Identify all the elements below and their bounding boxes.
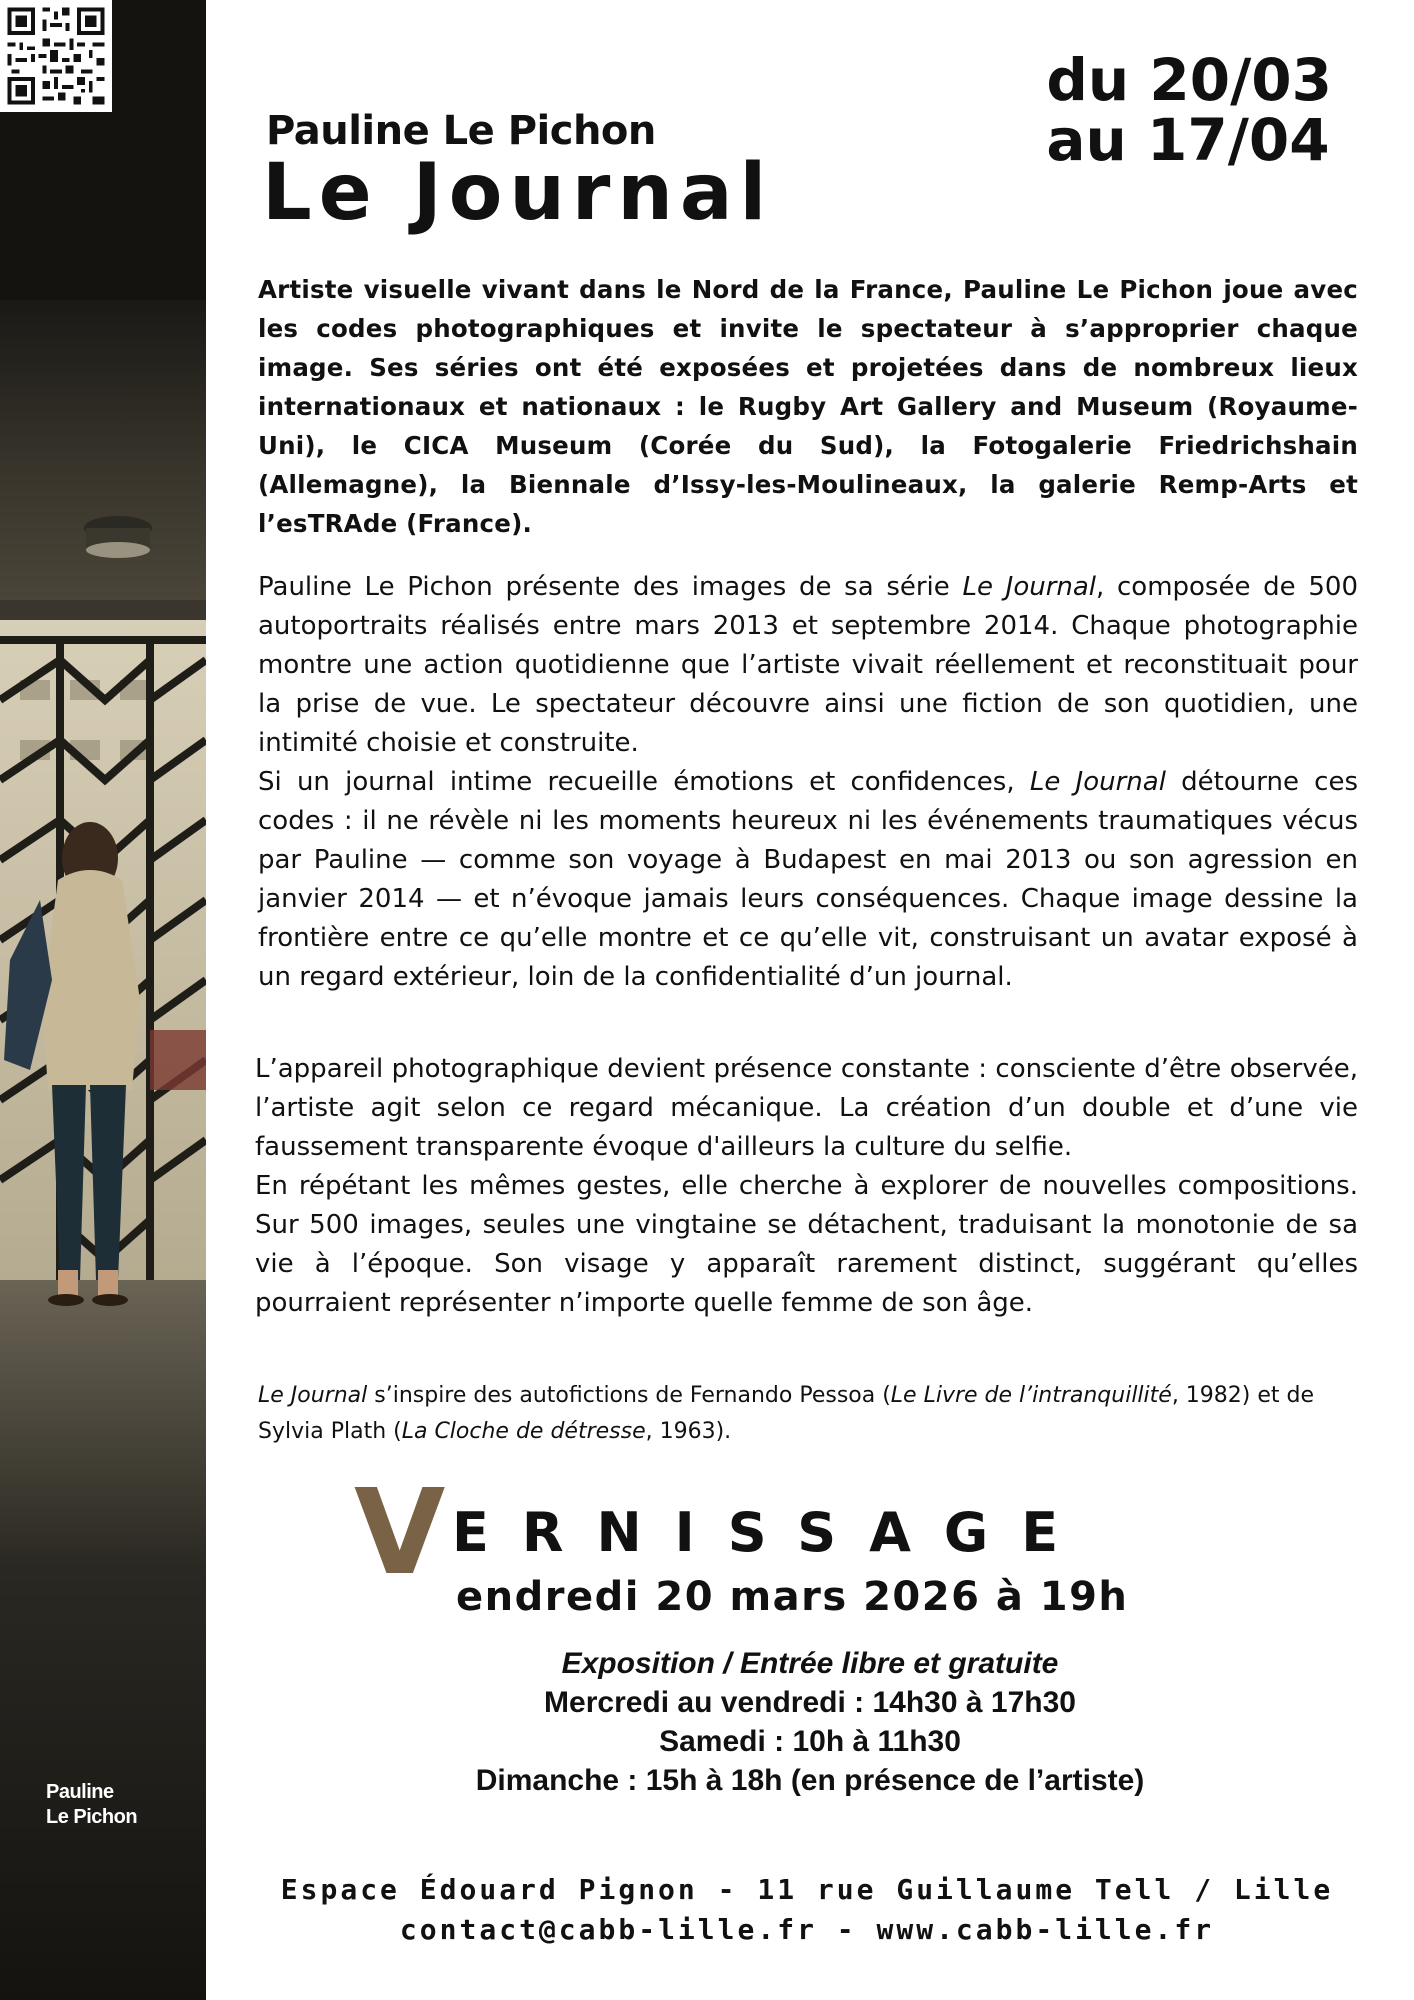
references-paragraph: Le Journal s’inspire des autofictions de Fernando Pessoa (Le Livre de l’intranquillité, 1982) et de Sylvia Plath (La Cloche de détresse, 1963). <box>258 1383 1315 1444</box>
vernissage-heading: ERNISSAGE <box>452 1501 1092 1564</box>
artist-name: Pauline Le Pichon <box>266 108 656 154</box>
date-to: au 17/04 <box>1046 106 1330 174</box>
hours-saturday: Samedi : 10h à 11h30 <box>659 1725 961 1758</box>
footer <box>250 1870 1364 1950</box>
intro-paragraph: Artiste visuelle vivant dans le Nord de la France, Pauline Le Pichon joue avec les codes photographiques et invite le spectateur à s’approprier chaque image. Ses séries ont été exposées et projetées dans de nombreux lieux internationaux et nationaux : le Rugby Art Gallery and Museum (Royaume-Uni), le CICA Museum (Corée du Sud), la Fotogalerie Friedrichshain (Allemagne), la Biennale d’Issy-les-Moulineaux, la galerie Remp-Arts et l’esTRAde (France). <box>258 275 1358 538</box>
exhibition-dates <box>1046 46 1332 174</box>
strip-artist-last: Le Pichon <box>46 1806 138 1828</box>
photo-strip <box>0 0 206 2000</box>
contact-links[interactable]: contact@cabb-lille.fr - www.cabb-lille.fr <box>399 1913 1215 1946</box>
strip-artist-first: Pauline <box>46 1781 114 1803</box>
hours-sunday: Dimanche : 15h à 18h (en présence de l’artiste) <box>475 1764 1145 1797</box>
date-from: du 20/03 <box>1046 46 1332 114</box>
strip-artist-name <box>46 1780 137 1830</box>
vernissage-initial: V <box>354 1463 446 1601</box>
body-section-1 <box>258 568 1358 997</box>
vernissage-date: endredi 20 mars 2026 à 19h <box>456 1574 1129 1620</box>
exhibition-title: Le Journal <box>262 148 774 238</box>
body-paragraph: L’appareil photographique devient présence constante : consciente d’être observée, l’artiste agit selon ce regard mécanique. La création d’un double et d’une vie faussement transparente évoque d'ailleurs la culture du selfie. <box>255 1054 1358 1162</box>
photo-woman-at-gate <box>0 0 206 2000</box>
body-paragraph: Pauline Le Pichon présente des images de sa série Le Journal, composée de 500 autoportraits réalisés entre mars 2013 et septembre 2014. Chaque photographie montre une action quotidienne que l’artiste vivait réellement et reconstituait pour la prise de vue. Le spectateur découvre ainsi une fiction de son quotidien, une intimité choisie et construite. <box>258 572 1358 758</box>
body-paragraph: En répétant les mêmes gestes, elle cherche à explorer de nouvelles compositions. Sur 500 images, seules une vingtaine se détachent, traduisant la monotonie de sa vie à l’époque. Son visage y apparaît rarement distinct, suggérant qu’elles pourraient représenter n’importe quelle femme de son âge. <box>255 1171 1358 1318</box>
body-paragraph: Si un journal intime recueille émotions et confidences, Le Journal détourne ces codes : il ne révèle ni les moments heureux ni les événements traumatiques vécus par Pauline — comme son voyage à Budapest en mai 2013 ou son agression en janvier 2014 — et n’évoque jamais leurs conséquences. Chaque image dessine la frontière entre ce qu’elle montre et ce qu’elle vit, construisant un avatar exposé à un regard extérieur, loin de la confidentialité d’un journal. <box>258 767 1359 992</box>
hours-weekday: Mercredi au vendredi : 14h30 à 17h30 <box>544 1686 1076 1719</box>
qr-code-icon[interactable] <box>0 0 112 112</box>
venue-address: Espace Édouard Pignon - 11 rue Guillaume Tell / Lille <box>280 1873 1334 1906</box>
entry-info: Exposition / Entrée libre et gratuite <box>561 1647 1059 1680</box>
body-section-2 <box>255 1050 1358 1323</box>
opening-hours <box>420 1644 1200 1800</box>
